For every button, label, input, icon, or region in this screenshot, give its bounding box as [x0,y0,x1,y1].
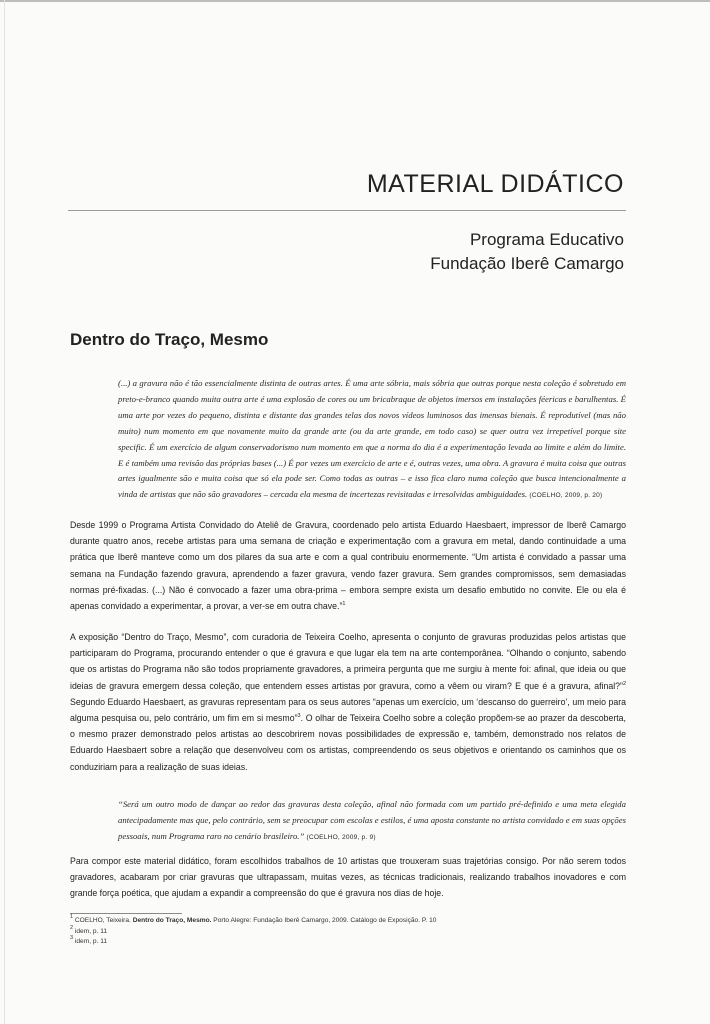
footnote-text: idem, p. 11 [74,927,108,935]
paragraph-2-text-b: Segundo Eduardo Haesbaert, as gravuras representam para os seus autores “apenas um exercício, um ‘descanso do guerreiro’, um meio para alguma pesquisa ou, pelo contrário, um fim em si mesmo” [70,696,626,724]
title-divider [68,210,626,211]
footnote-number: 1 [70,914,74,920]
footnote-ref-3: 3 [297,713,301,720]
epigraph-quote [118,376,626,504]
epigraph-citation: (COELHO, 2009, p. 20) [529,492,603,500]
footnote-3 [70,937,590,948]
paragraph-2-text-a: A exposição “Dentro do Traço, Mesmo”, com curadoria de Teixeira Coelho, apresenta o conjunto de gravuras produzidas pelos artistas que participaram do Programa, procurando entender o que é gravura e que lugar ela tem na arte contemporânea. “Olhando o conjunto, sabendo que os artistas do Programa não são todos propriamente gravadores, a primeira pergunta que me surgiu à mente foi: afinal, que ideia ou que ideias de gravura emergem dessa coleção, que entendem esses artistas por gravura, como a vêem ou viram? E que é a gravura, afinal?” [70,632,626,691]
footnotes [70,916,590,948]
footnote-text: idem, p. 11 [74,938,108,945]
block-quote-citation: (COELHO, 2009, p. 9) [306,833,376,841]
footnote-text: COELHO, Teixeira. [74,917,133,924]
footnote-ref-2: 2 [622,680,626,687]
footnote-title: Dentro do Traço, Mesmo. [132,917,212,924]
body-paragraph-3: Para compor este material didático, foram escolhidos trabalhos de 10 artistas que trouxeram suas trajetórias consigo. Por não serem todos gravadores, acabaram por criar gravuras que ultrapassam, muitas vezes, as técnicas tradicionais, realizando trabalhos inovadores e com grande força poética, que ajudam a expandir a compreensão do que é gravura nos dias de hoje. [70,856,626,899]
section-heading: Dentro do Traço, Mesmo [70,330,269,349]
paragraph-1-text: Desde 1999 o Programa Artista Convidado do Ateliê de Gravura, coordenado pelo artista Eduardo Haesbaert, impressor de Iberê Camargo durante quatro anos, recebe artistas para uma semana de criação e experimentação com a gravura em metal, dando continuidade a uma prática que Iberê manteve como um dos pilares da sua arte e com a qual contribuiu enormemente. “Um artista é convidado a passar uma semana na Fundação fazendo gravura, aprendendo a fazer gravura, vendo fazer gravura. Sem grandes compromissos, sem demasiadas normas pré-fixadas. (...) Não é convocado a fazer uma obra-prima – embora sempre exista um desafio embutido no convite. Ele ou ela é apenas convidado a experimentar, a provar, a ver-se em outra chave.” [70,520,626,612]
subtitle-line-1: Programa Educativo [469,230,624,249]
scan-edge-top [0,0,710,2]
body-paragraph-2 [70,629,626,775]
subtitle-block [430,228,624,276]
footnote-1 [70,916,590,927]
footnote-number: 2 [70,924,74,931]
footnote-2 [70,924,590,938]
block-quote-text: “Será um outro modo de dançar ao redor das gravuras desta coleção, afinal não formada com um partido pré-definido e uma meta elegida antecipadamente mas que, pelo contrário, sem se preocupar com escolas e estilos, é uma aposta constante no artista convidado e em suas opções pessoais, num Programa raro no cenário brasileiro.” [118,799,626,841]
footnote-text-rest: Porto Alegre: Fundação Iberê Camargo, 2009. Catálogo de Exposição. P. 10 [211,917,437,924]
scan-edge-left [4,0,5,1024]
footnote-ref-1: 1 [342,601,346,608]
subtitle-line-2: Fundação Iberê Camargo [430,254,624,273]
footnote-number: 3 [70,935,74,941]
body-paragraph-1 [70,517,626,614]
paragraph-2-text-c: . O olhar de Teixeira Coelho sobre a coleção propõem-se ao prazer da descoberta, o mesmo prazer demonstrado pelos artistas ao descobrirem novas possibilidades de expressão e, também, demonstrado nos relatos de Eduardo Haesbaert sobre a relação que desenvolveu com os artistas, compreendendo os seus objetivos e orientando os caminhos que os conduziriam para a realização de suas ideias. [70,713,626,772]
footnote-divider [70,913,182,914]
page-title: MATERIAL DIDÁTICO [366,170,624,198]
epigraph-text: (...) a gravura não é tão essencialmente distinta de outras artes. É uma arte sóbria, mais sóbria que outras porque nesta coleção é sobretudo em preto-e-branco quando muita outra arte é uma explosão de cores ou um bricabraque de objetos imersos em instalações féericas e barulhentas. É uma arte por vezes do pequeno, distinta e distante das grandes telas dos novos vídeos luminosos das imensas bienais. É reprodutível (mas não muito) num momento em que novamente muito da grande arte (ou da arte grande, em todo caso) se quer outra vez irrepetível porque site specific. É um exercício de algum conservadorismo num momento em que a norma do dia é a experimentação levada ao limite e além do limite. E é também uma revisão das próprias bases (...) É por vezes um exercício de arte e é, outras vezes, uma obra. A gravura é muita coisa que outras artes igualmente são e muita coisa que só ela pode ser. Como todas as outras – e isso fica claro numa coleção que busca intencionalmente a vinda de artistas que não são gravadores – cercada ela mesma de incertezas revisitadas e irresolvidas ambiguidades. [118,378,626,500]
block-quote [118,797,626,846]
